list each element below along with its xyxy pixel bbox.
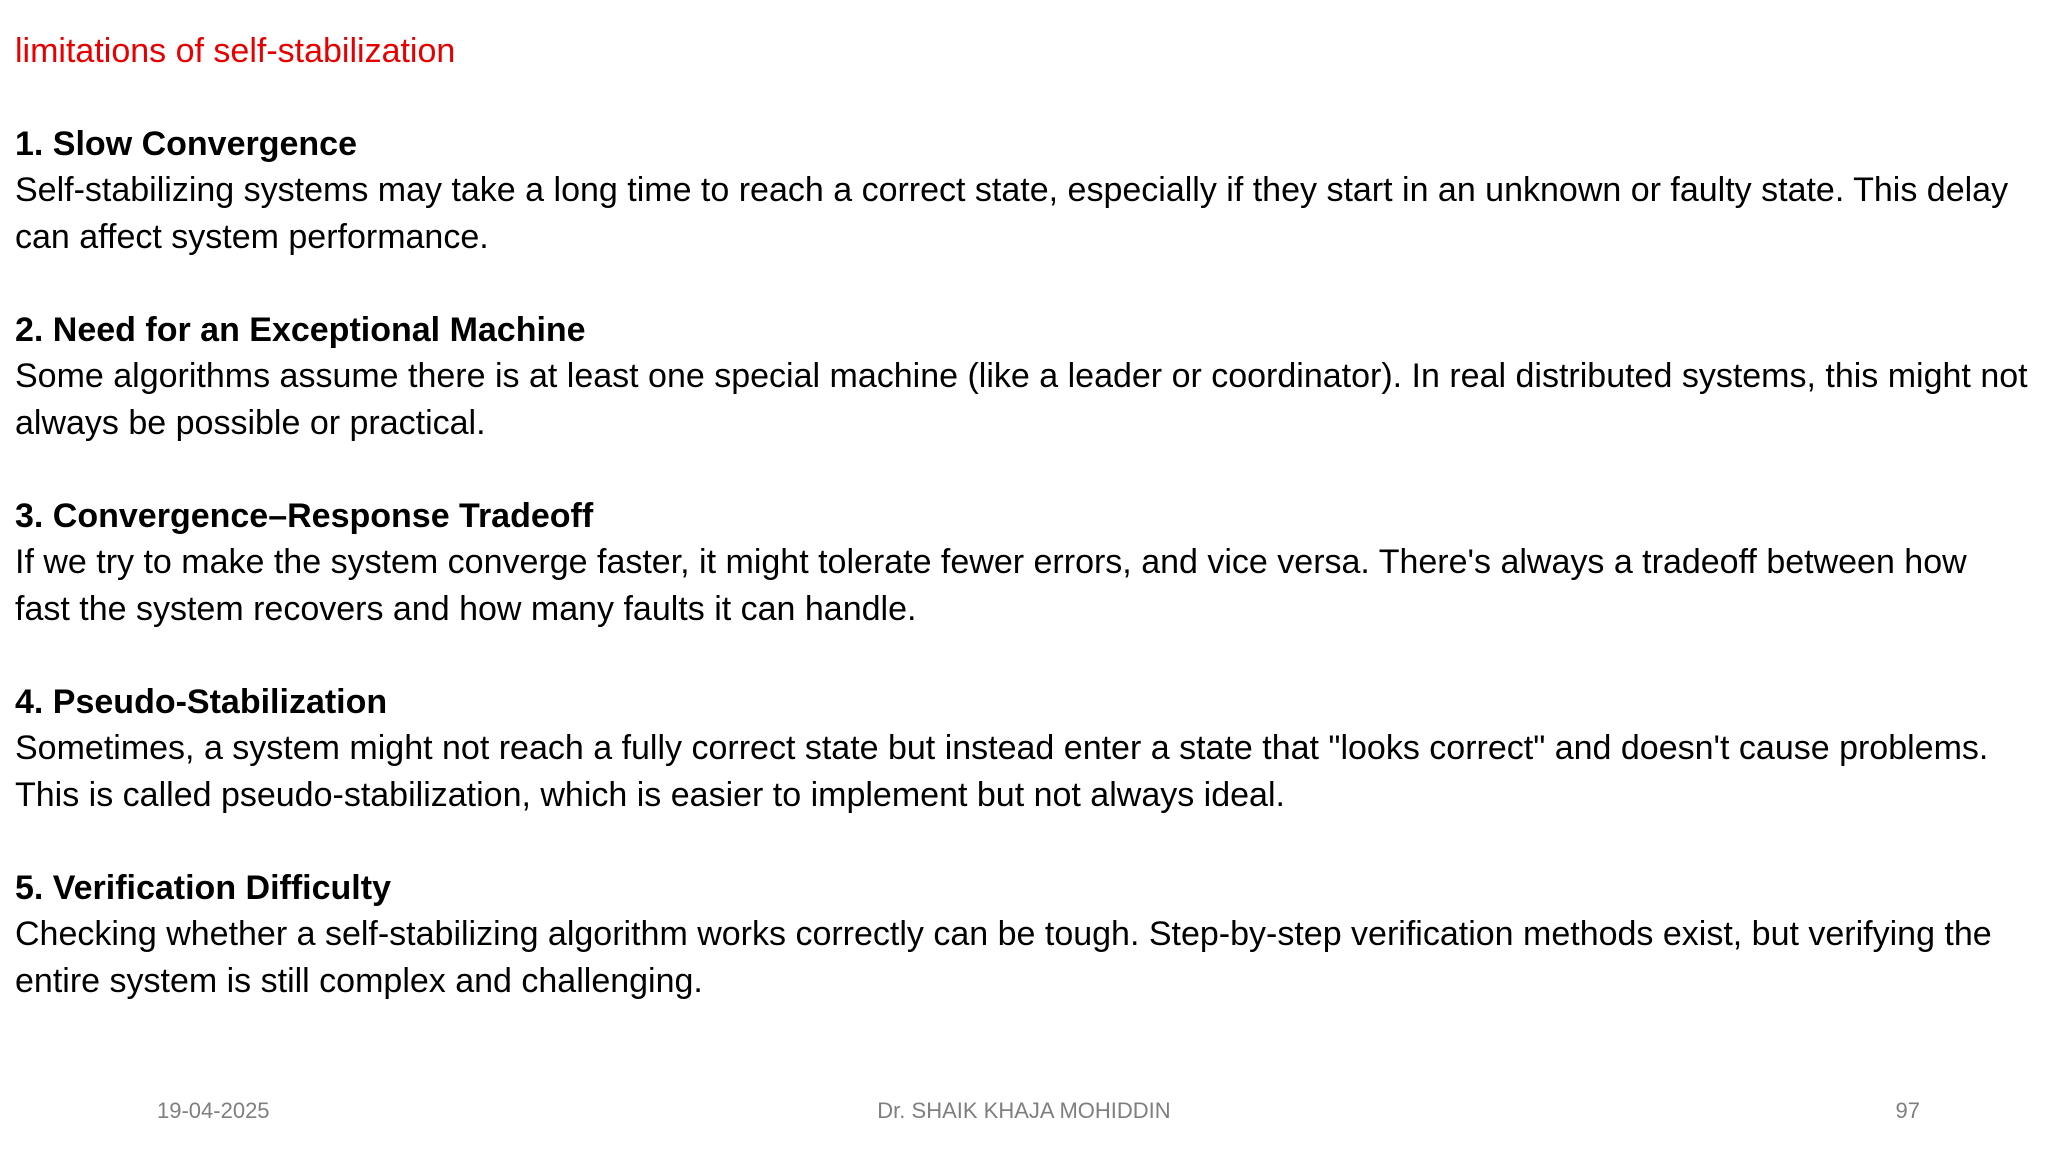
footer-author: Dr. SHAIK KHAJA MOHIDDIN	[877, 1098, 1171, 1123]
section-body: Checking whether a self-stabilizing algorithm works correctly can be tough. Step-by-step verification methods exist, but verifying the entire system is still complex and challenging.	[15, 915, 1992, 1000]
footer-date: 19-04-2025	[157, 1098, 270, 1123]
section-pseudo-stabilization	[15, 679, 2035, 818]
section-convergence-response-tradeoff	[15, 493, 2035, 632]
section-heading: 4. Pseudo-Stabilization	[15, 683, 388, 721]
section-body: Self-stabilizing systems may take a long time to reach a correct state, especially if they start in an unknown or faulty state. This delay can affect system performance.	[15, 171, 2009, 256]
section-heading: 2. Need for an Exceptional Machine	[15, 311, 586, 349]
section-heading: 3. Convergence–Response Tradeoff	[15, 497, 594, 535]
slide-title: limitations of self-stabilization	[15, 32, 456, 70]
section-body: If we try to make the system converge faster, it might tolerate fewer errors, and vice versa. There's always a tradeoff between how fast the system recovers and how many faults it can handle.	[15, 543, 1967, 628]
footer-page-number: 97	[1895, 1098, 1920, 1123]
section-body: Some algorithms assume there is at least one special machine (like a leader or coordinator). In real distributed systems, this might not always be possible or practical.	[15, 357, 2028, 442]
section-slow-convergence	[15, 121, 2035, 260]
section-verification-difficulty	[15, 865, 2035, 1004]
section-heading: 5. Verification Difficulty	[15, 869, 391, 907]
section-exceptional-machine	[15, 307, 2035, 446]
section-body: Sometimes, a system might not reach a fully correct state but instead enter a state that "looks correct" and doesn't cause problems. This is called pseudo-stabilization, which is easier to implement but not always ideal.	[15, 729, 1989, 814]
slide-content	[15, 28, 2035, 1051]
section-heading: 1. Slow Convergence	[15, 125, 357, 163]
